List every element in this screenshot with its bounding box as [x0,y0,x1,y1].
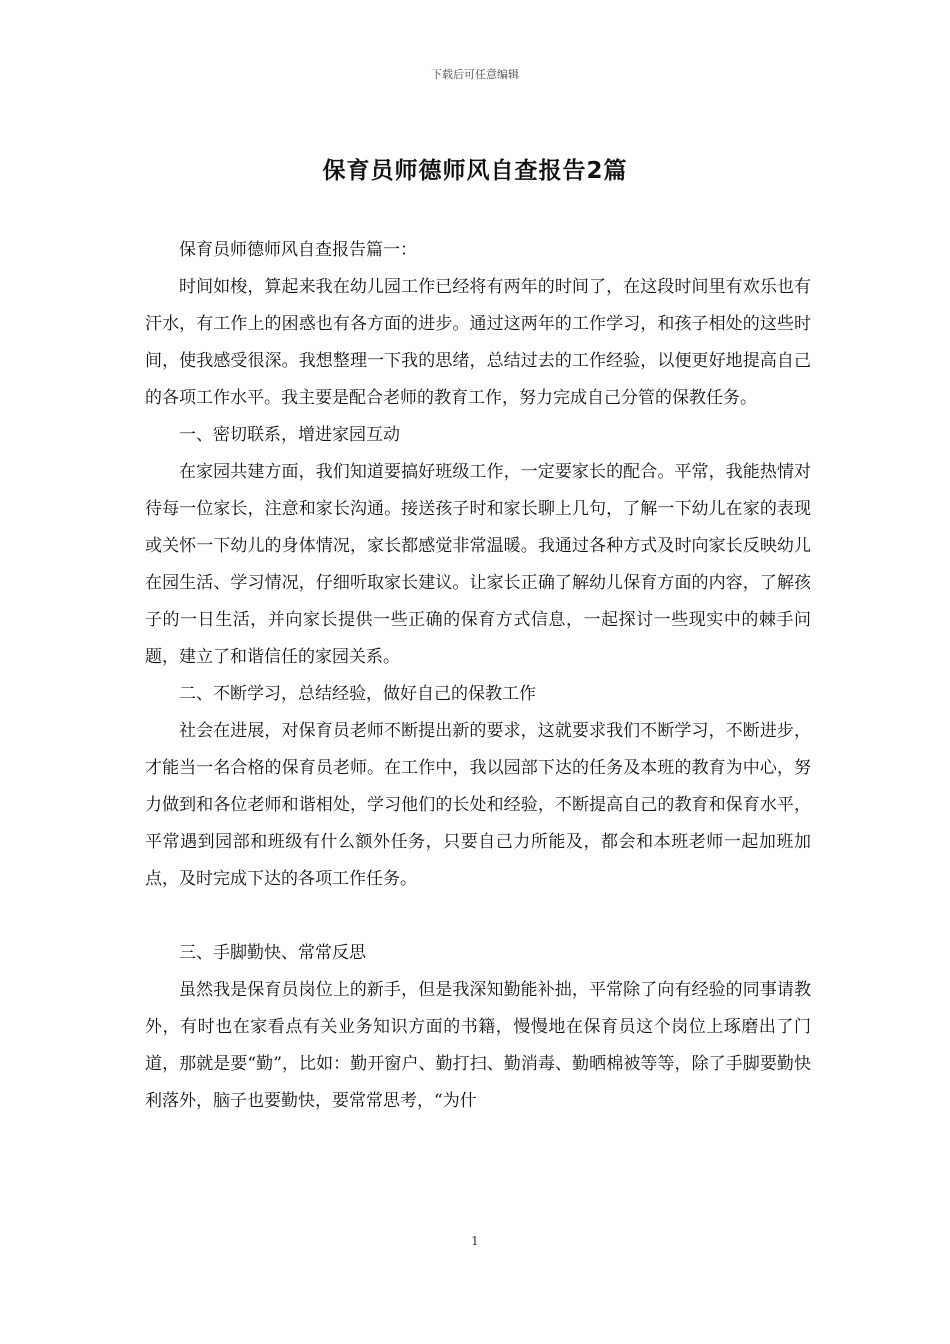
paragraph-section-2: 社会在进展，对保育员老师不断提出新的要求，这就要求我们不断学习，不断进步，才能当一名合格的保育员老师。在工作中，我以园部下达的任务及本班的教育为中心，努力做到和各位老师和谐相处，学习他们的长处和经验，不断提高自己的教育和保育水平，平常遇到园部和班级有什么额外任务，只要自己力所能及，都会和本班老师一起加班加点，及时完成下达的各项工作任务。 [145,721,811,889]
paragraph-intro-heading: 保育员师德师风自查报告篇一： [179,240,417,260]
document-body [145,232,811,1120]
header-note: 下载后可任意编辑 [431,68,519,81]
blank-line [145,898,811,935]
paragraph-section-3: 虽然我是保育员岗位上的新手，但是我深知勤能补拙，平常除了向有经验的同事请教外，有时也在家看点有关业务知识方面的书籍，慢慢地在保育员这个岗位上琢磨出了门道，那就是要“勤”，比如：勤开窗户、勤打扫、勤消毒、勤晒棉被等等，除了手脚要勤快利落外，脑子也要勤快，要常常思考，“为什 [145,980,811,1111]
document-title: 保育员师德师风自查报告2篇 [322,158,628,184]
paragraph-section-1: 在家园共建方面，我们知道要搞好班级工作，一定要家长的配合。平常，我能热情对待每一位家长，注意和家长沟通。接送孩子时和家长聊上几句，了解一下幼儿在家的表现或关怀一下幼儿的身体情况，家长都感觉非常温暖。我通过各种方式及时向家长反映幼儿在园生活、学习情况，仔细听取家长建议。让家长正确了解幼儿保育方面的内容，了解孩子的一日生活，并向家长提供一些正确的保育方式信息，一起探讨一些现实中的棘手问题，建立了和谐信任的家园关系。 [145,462,811,667]
paragraph-intro: 时间如梭，算起来我在幼儿园工作已经将有两年的时间了，在这段时间里有欢乐也有汗水，有工作上的困惑也有各方面的进步。通过这两年的工作学习，和孩子相处的这些时间，使我感受很深。我想整理一下我的思绪，总结过去的工作经验，以便更好地提高自己的各项工作水平。我主要是配合老师的教育工作，努力完成自己分管的保教任务。 [145,277,811,408]
page-number: 1 [471,1234,479,1248]
section-heading-1: 一、密切联系，增进家园互动 [179,425,400,445]
section-heading-2: 二、不断学习，总结经验，做好自己的保教工作 [179,684,536,704]
section-heading-3: 三、手脚勤快、常常反思 [179,943,366,963]
